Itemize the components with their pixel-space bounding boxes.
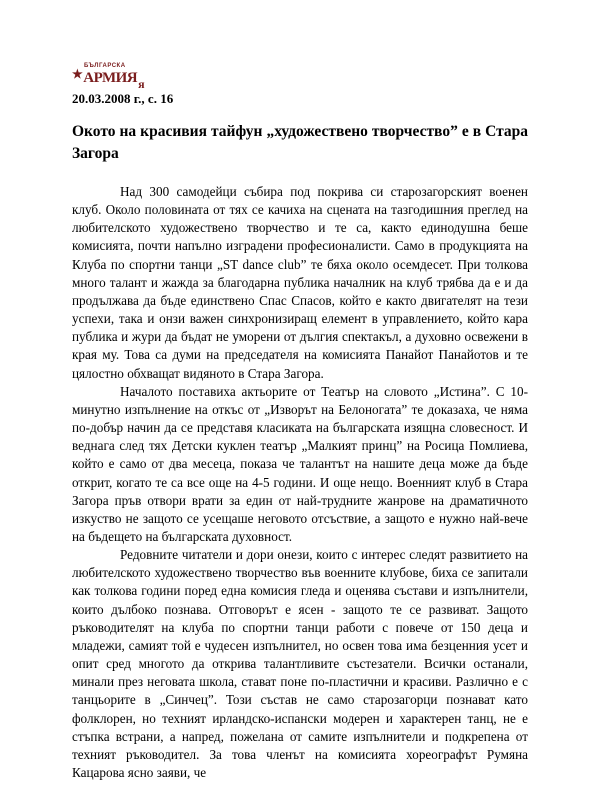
article-paragraph: Началото поставиха актьорите от Театър на словото „Истина”. С 10-минутно изпълнение на откъс от „Изворът на Белоногата” те доказаха, че няма по-добър начин да се представя класиката на българската изящна словесност. И веднага след тях Детски куклен театър „Малкият принц” на Росица Помлиева, който е само от два месеца, показа че талантът на нашите деца може да бъде открит, когато те са все още на 4-5 години. И още нещо. Военният клуб в Стара Загора пръв отвори врати за един от най-трудните жанрове на драматичното изкуство не защото се усещаше неговото отсъствие, а защото е нужно най-вече на бъдещето на българската духовност. xyxy=(72,383,528,544)
article-paragraph: Над 300 самодейци събира под покрива си старозагорският военен клуб. Около половината от тях се качиха на сцената на тазгодишния преглед на любителското художествено творчество и те са, както единодушна беше комисията, почти напълно изградени професионалисти. Само в продукцията на Клуба по спортни танци „ST dance club” те бяха около осемдесет. При толкова много талант и жажда за благодарна публика началник на клуб трябва да е и да продължава да бъде единствено Спас Спасов, който е както двигателят на тези успехи, така и онзи важен синхронизиращ елемент в управлението, който кара публика и жури да бъдат не уморени от дългия спектакъл, а духовно освежени в края му. Това са думи на председателя на комисията Панайот Панайотов и те цялостно обхващат видяното в Стара Загора. xyxy=(72,184,528,381)
dateline: 20.03.2008 г., с. 16 xyxy=(72,91,174,106)
article-paragraph: Редовните читатели и дори онези, които с интерес следят развитието на любителското художествено творчество във военните клубове, биха се запитали как толкова години поред една комисия гледа и оценява състави и изпълнители, които дълбоко познава. Отговорът е ясен - защото те се развиват. Защото ръководителят на клуба по спортни танци работи с повече от 150 деца и младежи, самият той е чудесен изпълнител, но освен това има безценния усет и опит сред многото да открива талантливите състезатели. Всички останали, минали през неговата школа, стават поне по-пластични и красиви. Различно е с танцьорите в „Синчец”. Този състав не само старозагорци познават като фолклорен, но техният ирландско-испански модерен и характерен танц, не е стъпка встрани, а напред, пожелана от самите изпълнители и подкрепена от техният ръководител. За това членът на комисията хореографът Румяна Кацарова ясно заяви, че xyxy=(72,547,528,780)
article-headline: Окото на красивия тайфун „художествено творчество” е в Стара Загора xyxy=(72,123,528,162)
logo-small-text: БЪЛГАРСКА xyxy=(84,63,126,69)
logo-main-text: АРМИЯ xyxy=(83,70,138,86)
article-body xyxy=(72,183,528,782)
logo-tail-text: я xyxy=(138,77,145,91)
star-icon: ★ xyxy=(72,67,83,81)
newspaper-logo xyxy=(72,63,145,91)
